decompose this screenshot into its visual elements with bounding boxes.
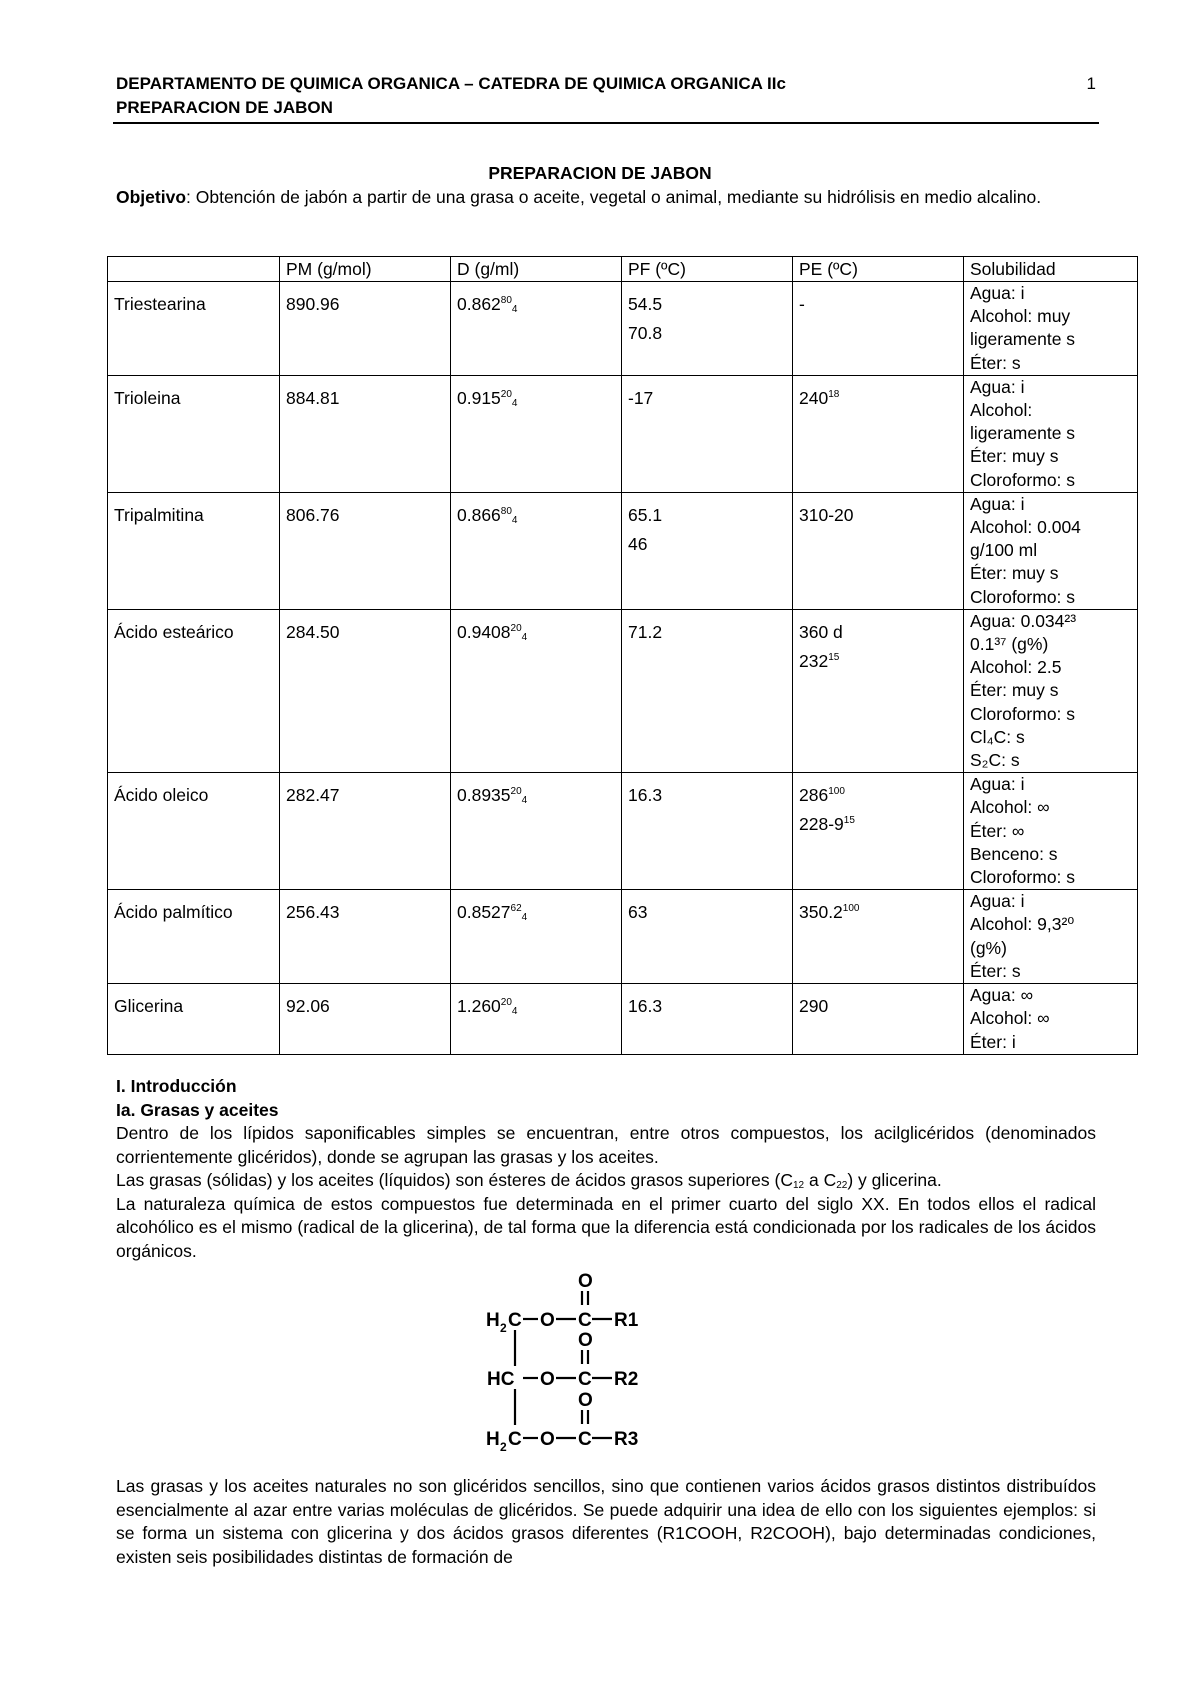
boiling-point-value: - — [799, 294, 805, 314]
solubility-line: Alcohol: 9,3²⁰ — [970, 914, 1075, 935]
struct-o-label: O — [540, 1369, 555, 1390]
table-row — [108, 375, 1138, 492]
melting-point-cell — [622, 773, 793, 890]
pressure-superscript: 15 — [828, 651, 840, 663]
solubility-line: Agua: 0.034²³ — [970, 610, 1077, 631]
text-run: ) y glicerina. — [847, 1170, 942, 1190]
temperature-superscript: 20 — [500, 388, 512, 400]
solubility-line: Alcohol: 2.5 — [970, 657, 1062, 678]
density-cell: $0.866^{80}_4$ — [451, 492, 622, 609]
melting-point-cell — [622, 375, 793, 492]
solubility-line: Éter: muy s — [970, 680, 1059, 701]
struct-r1-label: R1 — [614, 1310, 639, 1331]
solubility-line: Agua: i — [970, 493, 1025, 514]
pressure-superscript: 15 — [843, 815, 855, 827]
table-header-cell: PM (g/mol) — [280, 257, 451, 282]
struct-c-label: C — [508, 1310, 522, 1331]
boiling-point-value: $286^{100}$ — [799, 785, 845, 806]
compound-name-cell: Ácido oleico — [108, 773, 280, 890]
solubility-line: Éter: s — [970, 352, 1021, 373]
table-row — [108, 609, 1138, 772]
solubility-line: Agua: i — [970, 891, 1025, 912]
boiling-point-cell — [793, 773, 964, 890]
text-run: a C — [804, 1170, 837, 1190]
solubility-cell — [964, 890, 1138, 984]
reference-subscript: 4 — [511, 514, 518, 526]
struct-hc-label: HC — [487, 1369, 515, 1390]
pm-cell: 92.06 — [280, 984, 451, 1055]
boiling-point-value: 360 d — [799, 621, 843, 642]
struct-c-label: C — [578, 1310, 592, 1331]
body-paragraph: Las grasas y los aceites naturales no son glicéridos sencillos, sino que contienen varios ácidos grasos distintos distribuídos esencialmente al azar entre varias moléculas de glicéridos. Se puede adquirir una idea de ello con los siguientes ejemplos: si se forma un sistema con glicerina y dos ácidos grasos diferentes (R1COOH, R2COOH), bajo determinadas condiciones, existen seis posibilidades distintas de formación de — [116, 1476, 1096, 1567]
boiling-point-cell — [793, 492, 964, 609]
subscript: 12 — [792, 1180, 805, 1191]
solubility-cell — [964, 984, 1138, 1055]
boiling-point-value: $232^{15}$ — [799, 650, 840, 671]
solubility-line: Alcohol: ∞ — [970, 1008, 1050, 1029]
solubility-line: Alcohol: muy — [970, 306, 1071, 327]
struct-c-label: C — [508, 1429, 522, 1450]
pm-cell: 806.76 — [280, 492, 451, 609]
boiling-point-value: 290 — [799, 996, 829, 1017]
boiling-point-cell — [793, 609, 964, 772]
solubility-line: Cloroformo: s — [970, 586, 1076, 607]
pressure-superscript: 100 — [842, 903, 860, 915]
melting-point-value: 65.1 — [628, 504, 663, 525]
solubility-cell — [964, 492, 1138, 609]
solubility-line: g/100 ml — [970, 540, 1038, 561]
objective-text: : Obtención de jabón a partir de una grasa o aceite, vegetal o animal, mediante su hidrólisis en medio alcalino. — [186, 187, 1042, 207]
compound-name-cell: Glicerina — [108, 984, 280, 1055]
pm-cell: 884.81 — [280, 375, 451, 492]
temperature-superscript: 80 — [500, 505, 512, 517]
boiling-point-cell — [793, 984, 964, 1055]
solubility-line: Cloroformo: s — [970, 867, 1076, 888]
intro-paragraph-3: La naturaleza química de estos compuestos fue determinada en el primer cuarto del siglo XX. En todos ellos el radical alcohólico es el mismo (radical de la glicerina), de tal forma que la diferencia está condicionada por los radicales de los ácidos orgánicos. — [116, 1193, 1096, 1261]
table-header-cell — [108, 257, 280, 282]
compound-name-cell: Trioleina — [108, 375, 280, 492]
compound-name-cell: Triestearina — [108, 282, 280, 376]
triglyceride-structure — [480, 1268, 700, 1468]
melting-point-cell — [622, 492, 793, 609]
density-cell: $0.862^{80}_4$ — [451, 282, 622, 376]
table-row — [108, 890, 1138, 984]
melting-point-value: 71.2 — [628, 621, 663, 642]
table-row — [108, 773, 1138, 890]
struct-h-label: H — [486, 1429, 500, 1450]
struct-sub-label: 2 — [500, 1321, 507, 1335]
solubility-line: Éter: ∞ — [970, 820, 1025, 841]
solubility-cell — [964, 773, 1138, 890]
solubility-line: 0.1³⁷ (g%) — [970, 634, 1049, 655]
solubility-line: Alcohol: 0.004 — [970, 517, 1081, 538]
pressure-superscript: 100 — [828, 786, 845, 798]
struct-sub-label: 2 — [500, 1440, 507, 1454]
intro-paragraph-2 — [116, 1169, 1096, 1193]
compound-name-cell: Ácido esteárico — [108, 609, 280, 772]
table-header-cell: PF (ºC) — [622, 257, 793, 282]
temperature-superscript: 80 — [500, 295, 512, 306]
introduction-section — [116, 1075, 1096, 1263]
temperature-superscript: 62 — [510, 903, 522, 915]
struct-o-label: O — [578, 1330, 593, 1351]
solubility-line: (g%) — [970, 937, 1007, 958]
solubility-cell — [964, 282, 1138, 376]
struct-o-label: O — [540, 1310, 555, 1331]
table-row — [108, 492, 1138, 609]
solubility-line: Éter: muy s — [970, 563, 1059, 584]
boiling-point-value: $240^{18}$ — [799, 387, 840, 408]
solubility-line: Agua: i — [970, 283, 1025, 303]
reference-subscript: 4 — [521, 912, 528, 924]
density-cell: $0.9408^{20}_4$ — [451, 609, 622, 772]
melting-point-cell — [622, 609, 793, 772]
melting-point-cell — [622, 984, 793, 1055]
boiling-point-cell — [793, 890, 964, 984]
struct-c-label: C — [578, 1369, 592, 1390]
pressure-superscript: 18 — [828, 388, 840, 400]
solubility-line: ligeramente s — [970, 329, 1076, 350]
header-subject: PREPARACION DE JABON — [116, 98, 333, 117]
table-header-row — [108, 257, 1138, 282]
pm-cell: 890.96 — [280, 282, 451, 376]
struct-c-label: C — [578, 1429, 592, 1450]
density-cell: $0.915^{20}_4$ — [451, 375, 622, 492]
solubility-line: Agua: ∞ — [970, 985, 1034, 1006]
compound-name-cell: Tripalmitina — [108, 492, 280, 609]
solubility-line: Cloroformo: s — [970, 469, 1076, 490]
subscript: 22 — [836, 1180, 848, 1191]
melting-point-value: 46 — [628, 533, 648, 554]
header-rule — [113, 122, 1099, 124]
melting-point-value: -17 — [628, 387, 654, 408]
melting-point-value: 63 — [628, 902, 648, 923]
struct-o-label: O — [578, 1390, 593, 1411]
melting-point-value: 54.5 — [628, 294, 663, 314]
melting-point-cell — [622, 282, 793, 376]
melting-point-value: 16.3 — [628, 785, 663, 806]
temperature-superscript: 20 — [500, 997, 512, 1009]
solubility-line: Éter: muy s — [970, 446, 1059, 467]
table-header-cell: PE (ºC) — [793, 257, 964, 282]
intro-paragraph-1: Dentro de los lípidos saponificables simples se encuentran, entre otros compuestos, los acilglicéridos (denominados corrientemente glicéridos), donde se agrupan las grasas y los aceites. — [116, 1123, 1096, 1167]
table-row — [108, 984, 1138, 1055]
melting-point-value: 70.8 — [628, 323, 663, 343]
solubility-line: S₂C: s — [970, 750, 1020, 771]
table-body — [108, 282, 1138, 1055]
density-cell: $0.8527^{62}_4$ — [451, 890, 622, 984]
solubility-line: Alcohol: — [970, 400, 1033, 421]
section-heading: I. Introducción — [116, 1076, 237, 1096]
solubility-line: Agua: i — [970, 376, 1025, 397]
struct-r2-label: R2 — [614, 1369, 639, 1390]
solubility-line: Benceno: s — [970, 843, 1058, 864]
boiling-point-value: $228-9^{15}$ — [799, 814, 855, 835]
reference-subscript: 4 — [511, 1006, 518, 1018]
solubility-line: Alcohol: ∞ — [970, 797, 1050, 818]
pm-cell: 282.47 — [280, 773, 451, 890]
reference-subscript: 4 — [511, 304, 518, 315]
objective-label: Objetivo — [116, 187, 187, 207]
solubility-line: Cloroformo: s — [970, 703, 1076, 724]
page-header — [116, 72, 1096, 120]
objective-paragraph — [116, 186, 1096, 210]
table-row — [108, 282, 1138, 376]
temperature-superscript: 20 — [510, 786, 522, 798]
boiling-point-value: 350.2$^{100}$ — [799, 902, 860, 923]
solubility-cell — [964, 609, 1138, 772]
compound-name-cell: Ácido palmítico — [108, 890, 280, 984]
page-title: PREPARACION DE JABON — [488, 163, 712, 183]
temperature-superscript: 20 — [510, 622, 522, 634]
reference-subscript: 4 — [521, 631, 528, 643]
header-department: DEPARTAMENTO DE QUIMICA ORGANICA – CATEDRA DE QUIMICA ORGANICA IIc — [116, 74, 786, 93]
solubility-line: Éter: i — [970, 1031, 1016, 1052]
struct-o-label: O — [540, 1429, 555, 1450]
pm-cell: 256.43 — [280, 890, 451, 984]
solubility-cell — [964, 375, 1138, 492]
boiling-point-value: 310-20 — [799, 504, 854, 525]
density-cell: $1.260^{20}_4$ — [451, 984, 622, 1055]
struct-o-label: O — [578, 1271, 593, 1292]
solubility-line: Cl₄C: s — [970, 726, 1025, 747]
struct-h-label: H — [486, 1310, 500, 1331]
properties-table — [107, 256, 1138, 1055]
boiling-point-cell — [793, 375, 964, 492]
solubility-line: ligeramente s — [970, 423, 1076, 444]
density-cell: $0.8935^{20}_4$ — [451, 773, 622, 890]
table-header-cell: D (g/ml) — [451, 257, 622, 282]
melting-point-cell — [622, 890, 793, 984]
text-run: Las grasas (sólidas) y los aceites (líquidos) son ésteres de ácidos grasos superiores (C — [116, 1170, 793, 1190]
struct-r3-label: R3 — [614, 1429, 639, 1450]
boiling-point-cell — [793, 282, 964, 376]
subsection-heading: Ia. Grasas y aceites — [116, 1099, 279, 1120]
reference-subscript: 4 — [521, 795, 528, 807]
reference-subscript: 4 — [511, 397, 518, 409]
solubility-line: Agua: i — [970, 774, 1025, 795]
table-header-cell: Solubilidad — [964, 257, 1138, 282]
page-number: 1 — [1086, 74, 1096, 93]
pm-cell: 284.50 — [280, 609, 451, 772]
solubility-line: Éter: s — [970, 960, 1021, 981]
melting-point-value: 16.3 — [628, 996, 663, 1017]
